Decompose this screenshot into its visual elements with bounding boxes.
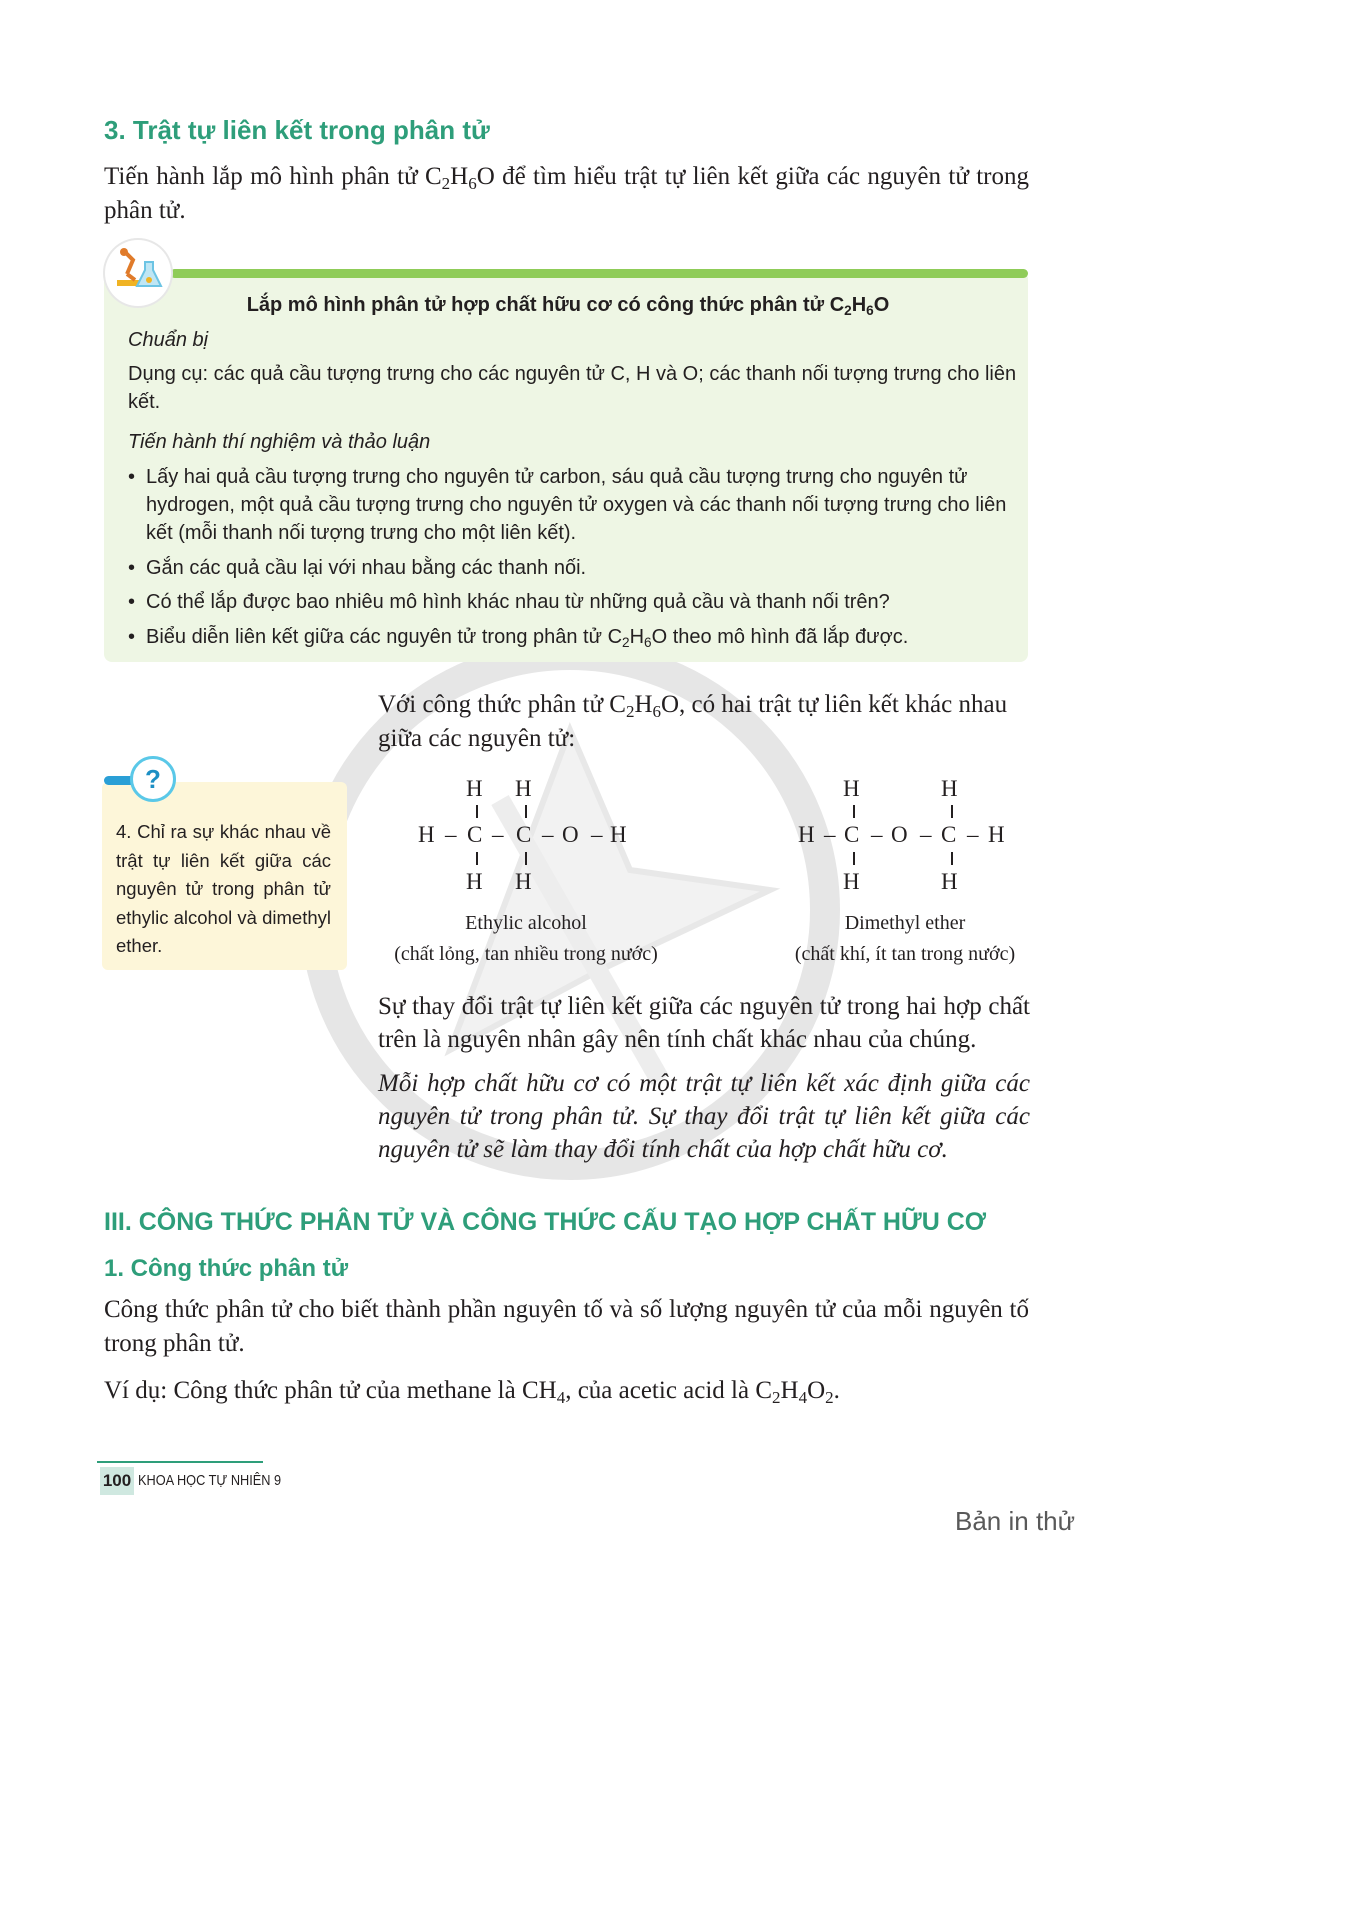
atom-H: H — [941, 869, 958, 894]
ethanol-name: Ethylic alcohol — [465, 912, 587, 934]
bond: – — [591, 822, 603, 847]
atom-H: H — [515, 776, 532, 801]
atom-C: C — [844, 822, 860, 847]
bond — [476, 805, 478, 818]
bond: – — [871, 822, 883, 847]
bond — [951, 805, 953, 818]
ethanol-property: (chất lỏng, tan nhiều trong nước) — [394, 943, 658, 965]
bond — [853, 852, 855, 865]
bullet-item: • Gắn các quả cầu lại với nhau bằng các thanh nối. — [128, 554, 1036, 582]
ether-name: Dimethyl ether — [844, 912, 966, 934]
atom-O: O — [562, 822, 579, 847]
atom-H: H — [941, 776, 958, 801]
atom-H: H — [988, 822, 1005, 847]
bond — [525, 852, 527, 865]
atom-H: H — [843, 776, 860, 801]
bond — [525, 805, 527, 818]
book-title: KHOA HỌC TỰ NHIÊN 9 — [138, 1472, 282, 1489]
atom-H: H — [466, 869, 483, 894]
atom-O: O — [891, 822, 908, 847]
question-icon: ? — [130, 756, 176, 802]
section-intro: Tiến hành lắp mô hình phân tử $C_2H_6O$ để tìm hiểu trật tự liên kết giữa các nguyên tử trong phân tử. — [104, 163, 1029, 224]
atom-H: H — [843, 869, 860, 894]
atom-C: C — [941, 822, 957, 847]
bond — [951, 852, 953, 865]
bond: – — [492, 822, 504, 847]
bullet-item: • Có thể lắp được bao nhiêu mô hình khác nhau từ những quả cầu và thanh nối trên? — [128, 588, 1036, 616]
atom-H: H — [515, 869, 532, 894]
subsection-heading: 1. Công thức phân tử — [104, 1255, 349, 1282]
experiment-title: Lắp mô hình phân tử hợp chất hữu cơ có công thức phân tử $C_2H_6O$ — [246, 294, 890, 318]
atom-H: H — [418, 822, 435, 847]
atom-C: C — [516, 822, 532, 847]
bond: – — [824, 822, 836, 847]
bullet-item: • Biểu diễn liên kết giữa các nguyên tử trong phân tử $C_2H_6O$ theo mô hình đã lắp được. — [128, 623, 1036, 651]
definition-text: Công thức phân tử cho biết thành phần nguyên tố và số lượng nguyên tử của mỗi nguyên tố trong phân tử. — [104, 1296, 1029, 1357]
atom-C: C — [467, 822, 483, 847]
rule-text: Mỗi hợp chất hữu cơ có một trật tự liên kết xác định giữa các nguyên tử trong phân tử. Sự thay đổi trật tự liên kết giữa các nguyên tử sẽ làm thay đổi tính chất của hợp chất hữu cơ. — [378, 1070, 1030, 1163]
page-number: 100 — [100, 1467, 134, 1495]
prepare-heading: Chuẩn bị — [128, 329, 209, 351]
bond: – — [542, 822, 554, 847]
bond: – — [445, 822, 457, 847]
isomer-intro: Với công thức phân tử $C_2H_6O$, có hai trật tự liên kết khác nhau giữa các nguyên tử: — [378, 691, 1008, 752]
atom-H: H — [466, 776, 483, 801]
footer-rule — [97, 1461, 263, 1463]
draft-label: Bản in thử — [955, 1506, 1076, 1536]
question-text: 4. Chỉ ra sự khác nhau về trật tự liên kết giữa các nguyên tử trong phân tử ethylic alcohol và dimethyl ether. — [116, 821, 331, 956]
bond — [476, 852, 478, 865]
atom-H: H — [798, 822, 815, 847]
section-III-heading: III. CÔNG THỨC PHÂN TỬ VÀ CÔNG THỨC CẤU TẠO HỢP CHẤT HỮU CƠ — [104, 1208, 987, 1236]
ether-property: (chất khí, ít tan trong nước) — [794, 943, 1016, 965]
procedure-heading: Tiến hành thí nghiệm và thảo luận — [128, 431, 431, 453]
bond — [853, 805, 855, 818]
atom-H: H — [610, 822, 627, 847]
section-heading: 3. Trật tự liên kết trong phân tử — [104, 115, 490, 145]
experiment-header-bar — [170, 269, 1028, 278]
conclusion-text: Sự thay đổi trật tự liên kết giữa các nguyên tử trong hai hợp chất trên là nguyên nhân gây nên tính chất khác nhau của chúng. — [378, 993, 1030, 1053]
example-text: Ví dụ: Công thức phân tử của methane là $CH_4$, của acetic acid là $C_2H_4O_2$. — [104, 1377, 840, 1407]
tools-text: Dụng cụ: các quả cầu tượng trưng cho các nguyên tử C, H và O; các thanh nối tượng trưng cho liên kết. — [128, 363, 1017, 413]
bond: – — [967, 822, 979, 847]
bullet-item: • Lấy hai quả cầu tượng trưng cho nguyên tử carbon, sáu quả cầu tượng trưng cho nguyên tử hydrogen, một quả cầu tượng trưng cho nguyên tử oxygen và các thanh nối tượng trưng cho liên kết (mỗi thanh nối tượng trưng cho một liên kết). — [128, 463, 1036, 547]
bond: – — [920, 822, 932, 847]
